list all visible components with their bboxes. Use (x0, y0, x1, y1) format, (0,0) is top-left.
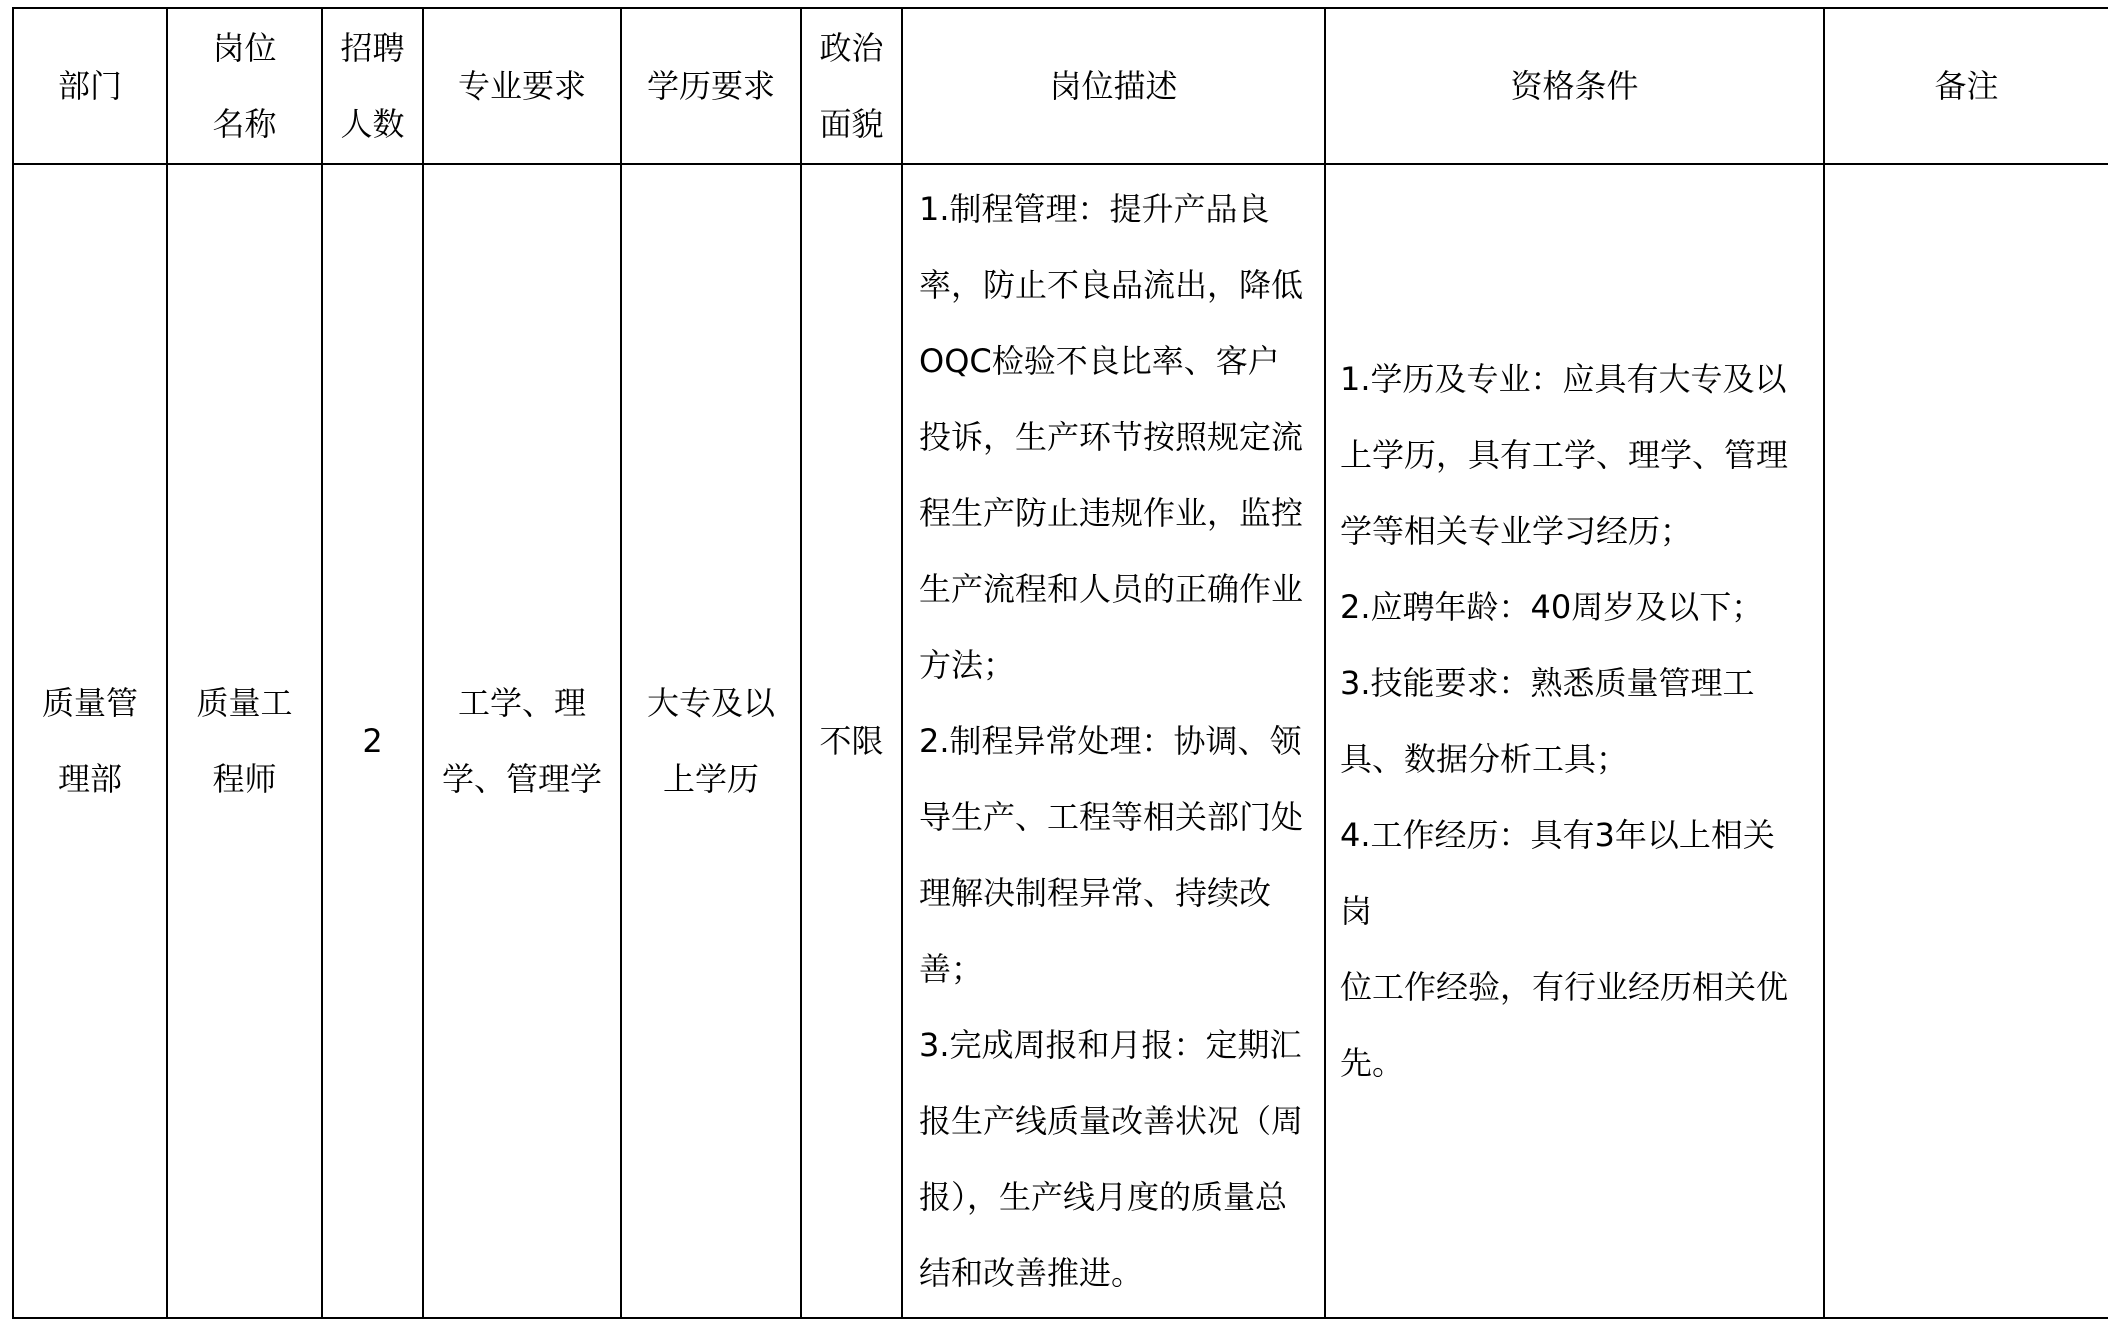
cell-department-line-1: 质量管 (41, 684, 138, 722)
cell-education-line-2: 上学历 (662, 760, 759, 798)
description-line: 报），生产线月度的质量总 (919, 1178, 1288, 1216)
description-line: 2.制程异常处理：协调、领 (919, 722, 1302, 760)
table-row (13, 164, 2108, 1318)
qualification-line: 先。 (1340, 1044, 1405, 1082)
header-education (621, 8, 801, 164)
description-line: 导生产、工程等相关部门处 (919, 798, 1304, 836)
header-department (13, 8, 167, 164)
description-line: 1.制程管理：提升产品良 (919, 190, 1270, 228)
header-position-line-1: 岗位 (212, 29, 277, 67)
cell-description (902, 164, 1325, 1318)
description-line: 结和改善推进。 (919, 1254, 1144, 1292)
cell-remarks (1824, 164, 2108, 1318)
qualification-line: 4.工作经历：具有3年以上相关岗 (1340, 816, 1775, 930)
header-political-line-2: 面貌 (819, 105, 884, 143)
qualification-line: 上学历，具有工学、理学、管理 (1340, 436, 1789, 474)
header-department-line-1: 部门 (57, 67, 122, 105)
cell-department (13, 164, 167, 1318)
header-remarks-line-1: 备注 (1934, 67, 1999, 105)
description-line: 报生产线质量改善状况（周 (919, 1102, 1304, 1140)
header-major-line-1: 专业要求 (457, 67, 586, 105)
description-line: 理解决制程异常、持续改 (919, 874, 1272, 912)
cell-political (801, 164, 902, 1318)
header-qualifications-line-1: 资格条件 (1510, 67, 1639, 105)
header-qualifications (1325, 8, 1824, 164)
cell-major-line-2: 学、管理学 (441, 760, 602, 798)
description-line: 投诉，生产环节按照规定流 (919, 418, 1304, 456)
header-major (423, 8, 621, 164)
header-row (13, 8, 2108, 164)
cell-political-value: 不限 (819, 722, 884, 760)
qualification-line: 3.技能要求：熟悉质量管理工 (1340, 664, 1755, 702)
description-line: 善； (919, 950, 984, 988)
header-headcount (322, 8, 423, 164)
header-political-line-1: 政治 (819, 29, 884, 67)
header-position (167, 8, 322, 164)
header-education-line-1: 学历要求 (646, 67, 775, 105)
cell-position-line-2: 程师 (212, 760, 277, 798)
cell-education (621, 164, 801, 1318)
description-line: OQC检验不良比率、客户 (919, 342, 1280, 380)
header-headcount-line-2: 人数 (340, 105, 405, 143)
qualification-line: 位工作经验，有行业经历相关优 (1340, 968, 1789, 1006)
description-line: 程生产防止违规作业，监控 (919, 494, 1304, 532)
qualification-line: 2.应聘年龄：40周岁及以下； (1340, 588, 1764, 626)
cell-major-line-1: 工学、理 (457, 684, 586, 722)
description-line: 方法； (919, 646, 1016, 684)
cell-position (167, 164, 322, 1318)
header-remarks (1824, 8, 2108, 164)
header-political (801, 8, 902, 164)
qualification-line: 1.学历及专业：应具有大专及以 (1340, 360, 1787, 398)
description-line: 3.完成周报和月报：定期汇 (919, 1026, 1302, 1064)
cell-major (423, 164, 621, 1318)
header-description-line-1: 岗位描述 (1049, 67, 1178, 105)
cell-headcount (322, 164, 423, 1318)
qualification-line: 具、数据分析工具； (1340, 740, 1629, 778)
header-headcount-line-1: 招聘 (340, 29, 405, 67)
job-posting-table (12, 7, 2108, 1319)
cell-education-line-1: 大专及以 (646, 684, 775, 722)
header-description (902, 8, 1325, 164)
cell-headcount-value: 2 (362, 722, 383, 760)
description-text (903, 171, 1324, 1311)
cell-qualifications (1325, 164, 1824, 1318)
qualifications-text (1326, 341, 1823, 1101)
description-line: 生产流程和人员的正确作业 (919, 570, 1304, 608)
qualification-line: 学等相关专业学习经历； (1340, 512, 1693, 550)
description-line: 率，防止不良品流出，降低 (919, 266, 1304, 304)
header-position-line-2: 名称 (212, 105, 277, 143)
cell-position-line-1: 质量工 (196, 684, 293, 722)
cell-department-line-2: 理部 (57, 760, 122, 798)
